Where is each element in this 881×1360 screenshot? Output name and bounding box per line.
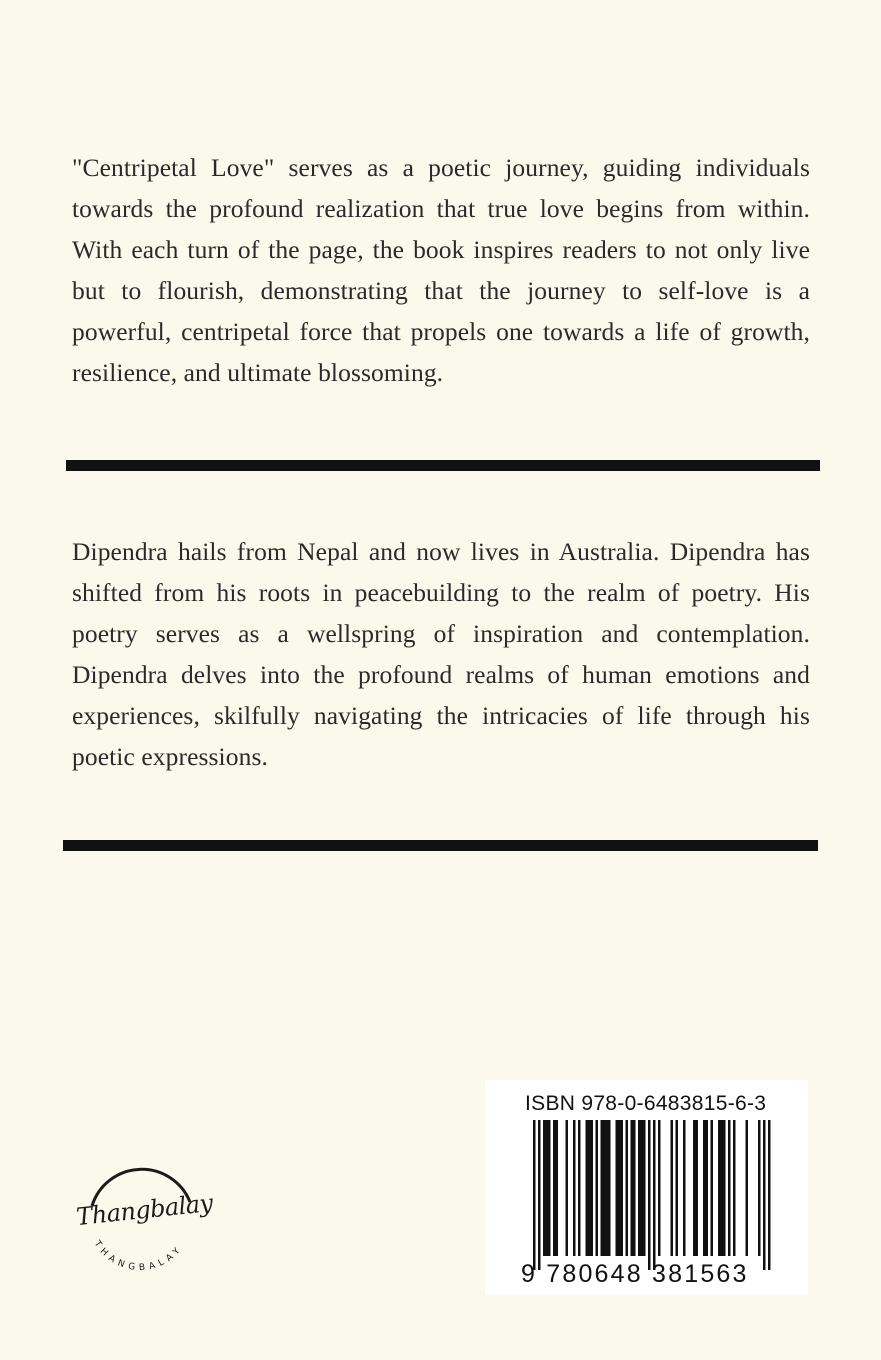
isbn-barcode: [485, 1080, 808, 1295]
divider-rule: [63, 840, 818, 851]
barcode-bar: [671, 1120, 674, 1256]
barcode-bar: [643, 1120, 646, 1256]
barcode-bar: [616, 1120, 619, 1256]
svg-text:THANGBALAY: [91, 1238, 185, 1273]
barcode-bar: [653, 1120, 656, 1270]
barcode-bar: [553, 1120, 556, 1256]
barcode-bar: [706, 1120, 709, 1256]
barcode-bar: [683, 1120, 686, 1256]
barcode-bar: [533, 1120, 536, 1270]
barcode-bar: [586, 1120, 589, 1256]
barcode-bar: [728, 1120, 731, 1256]
barcode-bar: [768, 1120, 771, 1270]
barcode-bar: [546, 1120, 549, 1256]
barcode-bar: [703, 1120, 706, 1256]
barcode-bar: [658, 1120, 661, 1256]
barcode-bar: [696, 1120, 699, 1256]
logo-script-text: Thangbalay: [74, 1188, 214, 1232]
barcode-bar: [633, 1120, 636, 1256]
barcode-bar: [723, 1120, 726, 1256]
barcode-bar: [556, 1120, 559, 1256]
barcode-bar: [566, 1120, 569, 1256]
barcode-bar: [573, 1120, 576, 1256]
barcode-bar: [631, 1120, 634, 1256]
blurb-paragraph: "Centripetal Love" serves as a poetic journey, guiding individuals towards the profound realization that true love begins from within. With each turn of the page, the book inspires readers to not only live but to flourish, demonstrating that the journey to self-love is a powerful, centripetal force that propels one towards a life of growth, resilience, and ultimate blossoming.: [72, 153, 810, 387]
barcode-bar: [596, 1120, 599, 1256]
barcode-bar: [763, 1120, 766, 1270]
barcode-bar: [601, 1120, 604, 1256]
barcode-bar: [621, 1120, 624, 1256]
barcode-bar: [606, 1120, 609, 1256]
barcode-bar: [641, 1120, 644, 1256]
barcode-bar: [591, 1120, 594, 1256]
barcode-bar: [588, 1120, 591, 1256]
barcode-bar: [626, 1120, 629, 1256]
isbn-label: ISBN 978-0-6483815-6-3: [525, 1092, 767, 1115]
barcode-bar: [733, 1120, 736, 1256]
barcode-bar: [578, 1120, 581, 1256]
author-bio-paragraph: Dipendra hails from Nepal and now lives in Australia. Dipendra has shifted from his roots in peacebuilding to the realm of poetry. His poetry serves as a wellspring of inspiration and contemplation. Dipendra delves into the profound realms of human emotions and experiences, skilfully navigating the intricacies of life through his poetic expressions.: [72, 537, 810, 771]
barcode-bar: [603, 1120, 606, 1256]
barcode-bar: [721, 1120, 724, 1256]
logo-ring-text: THANGBALAY: [91, 1239, 186, 1274]
barcode-bar: [718, 1120, 721, 1256]
barcode-bar: [648, 1120, 651, 1270]
barcode-digits: 9 780648 381563: [521, 1260, 749, 1288]
barcode-bar: [608, 1120, 611, 1256]
barcode-bar: [746, 1120, 749, 1256]
barcode-bar: [676, 1120, 679, 1256]
barcode-bar: [693, 1120, 696, 1256]
divider-rule: [66, 460, 820, 471]
barcode-bar: [711, 1120, 714, 1256]
barcode-bars: [521, 1120, 771, 1270]
barcode-bar: [548, 1120, 551, 1256]
barcode-bar: [538, 1120, 541, 1270]
barcode-bar: [638, 1120, 641, 1256]
barcode-bar: [758, 1120, 761, 1256]
publisher-logo: [70, 1158, 214, 1288]
barcode-bar: [618, 1120, 621, 1256]
barcode-bar: [543, 1120, 546, 1256]
